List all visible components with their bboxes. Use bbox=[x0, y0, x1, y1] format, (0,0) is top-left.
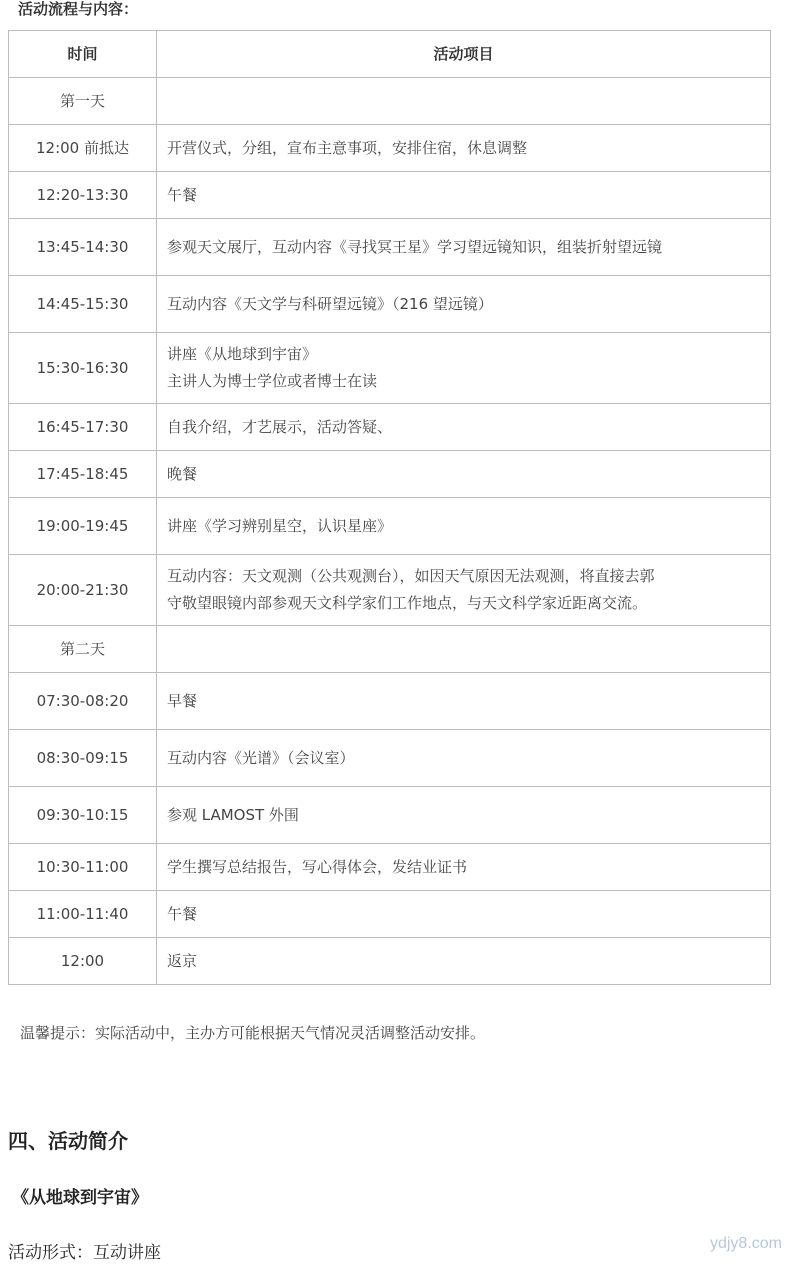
activity-line: 守敬望眼镜内部参观天文科学家们工作地点，与天文科学家近距离交流。 bbox=[167, 594, 648, 612]
time-cell: 12:20-13:30 bbox=[9, 172, 157, 219]
activity-line: 讲座《从地球到宇宙》 bbox=[167, 345, 318, 363]
activity-cell bbox=[157, 276, 771, 333]
activity-cell bbox=[157, 333, 771, 404]
activity-cell bbox=[157, 125, 771, 172]
activity-line: 互动内容：天文观测（公共观测台），如因天气原因无法观测，将直接去郭 bbox=[167, 567, 655, 585]
activity-line: 参观 LAMOST 外围 bbox=[167, 805, 299, 824]
tip-text: 温馨提示：实际活动中，主办方可能根据天气情况灵活调整活动安排。 bbox=[20, 1024, 486, 1042]
table-row bbox=[9, 787, 771, 844]
table-row bbox=[9, 219, 771, 276]
section-label: 活动流程与内容： bbox=[18, 0, 139, 18]
table-header-row bbox=[9, 31, 771, 78]
time-cell: 第一天 bbox=[9, 78, 157, 125]
schedule-table bbox=[8, 30, 771, 985]
activity-cell bbox=[157, 626, 771, 673]
time-cell: 13:45-14:30 bbox=[9, 219, 157, 276]
time-cell: 10:30-11:00 bbox=[9, 844, 157, 891]
activity-cell bbox=[157, 787, 771, 844]
activity-line: 返京 bbox=[167, 951, 198, 970]
table-row bbox=[9, 626, 771, 673]
activity-line: 讲座《学习辨别星空，认识星座》 bbox=[167, 516, 393, 535]
time-cell: 15:30-16:30 bbox=[9, 333, 157, 404]
time-cell: 第二天 bbox=[9, 626, 157, 673]
table-row bbox=[9, 498, 771, 555]
table-row bbox=[9, 730, 771, 787]
time-cell: 19:00-19:45 bbox=[9, 498, 157, 555]
activity-cell bbox=[157, 219, 771, 276]
time-cell: 17:45-18:45 bbox=[9, 451, 157, 498]
activity-cell bbox=[157, 673, 771, 730]
time-cell: 12:00 前抵达 bbox=[9, 125, 157, 172]
activity-line: 早餐 bbox=[167, 691, 198, 710]
activity-line: 晚餐 bbox=[167, 464, 198, 483]
section-heading: 四、活动简介 bbox=[8, 1129, 128, 1153]
activity-line: 互动内容《光谱》（会议室） bbox=[167, 748, 355, 767]
table-row bbox=[9, 844, 771, 891]
table-row bbox=[9, 78, 771, 125]
activity-form: 活动形式：互动讲座 bbox=[8, 1243, 161, 1263]
activity-cell bbox=[157, 78, 771, 125]
activity-title: 《从地球到宇宙》 bbox=[12, 1188, 148, 1208]
activity-cell bbox=[157, 172, 771, 219]
activity-cell bbox=[157, 844, 771, 891]
table-row bbox=[9, 451, 771, 498]
time-cell: 20:00-21:30 bbox=[9, 555, 157, 626]
table-row bbox=[9, 125, 771, 172]
activity-line: 参观天文展厅，互动内容《寻找冥王星》学习望远镜知识，组装折射望远镜 bbox=[167, 237, 663, 256]
time-cell: 11:00-11:40 bbox=[9, 891, 157, 938]
activity-cell bbox=[157, 891, 771, 938]
activity-line: 午餐 bbox=[167, 904, 198, 923]
column-header-activity: 活动项目 bbox=[157, 31, 771, 78]
table-row bbox=[9, 333, 771, 404]
activity-cell bbox=[157, 730, 771, 787]
table-row bbox=[9, 404, 771, 451]
activity-line: 开营仪式，分组，宣布主意事项，安排住宿，休息调整 bbox=[167, 138, 528, 157]
table-row bbox=[9, 673, 771, 730]
activity-cell bbox=[157, 404, 771, 451]
activity-cell bbox=[157, 451, 771, 498]
column-header-time: 时间 bbox=[9, 31, 157, 78]
time-cell: 08:30-09:15 bbox=[9, 730, 157, 787]
time-cell: 16:45-17:30 bbox=[9, 404, 157, 451]
activity-cell bbox=[157, 938, 771, 985]
activity-line: 互动内容《天文学与科研望远镜》（216 望远镜） bbox=[167, 294, 493, 313]
time-cell: 07:30-08:20 bbox=[9, 673, 157, 730]
activity-line: 自我介绍，才艺展示，活动答疑、 bbox=[167, 417, 393, 436]
activity-line: 主讲人为博士学位或者博士在读 bbox=[167, 372, 378, 390]
time-cell: 09:30-10:15 bbox=[9, 787, 157, 844]
table-row bbox=[9, 172, 771, 219]
table-row bbox=[9, 938, 771, 985]
activity-cell bbox=[157, 555, 771, 626]
watermark: ydjy8.com bbox=[709, 1235, 782, 1252]
activity-cell bbox=[157, 498, 771, 555]
time-cell: 12:00 bbox=[9, 938, 157, 985]
schedule-body bbox=[9, 78, 771, 985]
table-row bbox=[9, 891, 771, 938]
activity-line: 午餐 bbox=[167, 185, 198, 204]
time-cell: 14:45-15:30 bbox=[9, 276, 157, 333]
table-row bbox=[9, 555, 771, 626]
activity-line: 学生撰写总结报告，写心得体会，发结业证书 bbox=[167, 857, 468, 876]
table-row bbox=[9, 276, 771, 333]
